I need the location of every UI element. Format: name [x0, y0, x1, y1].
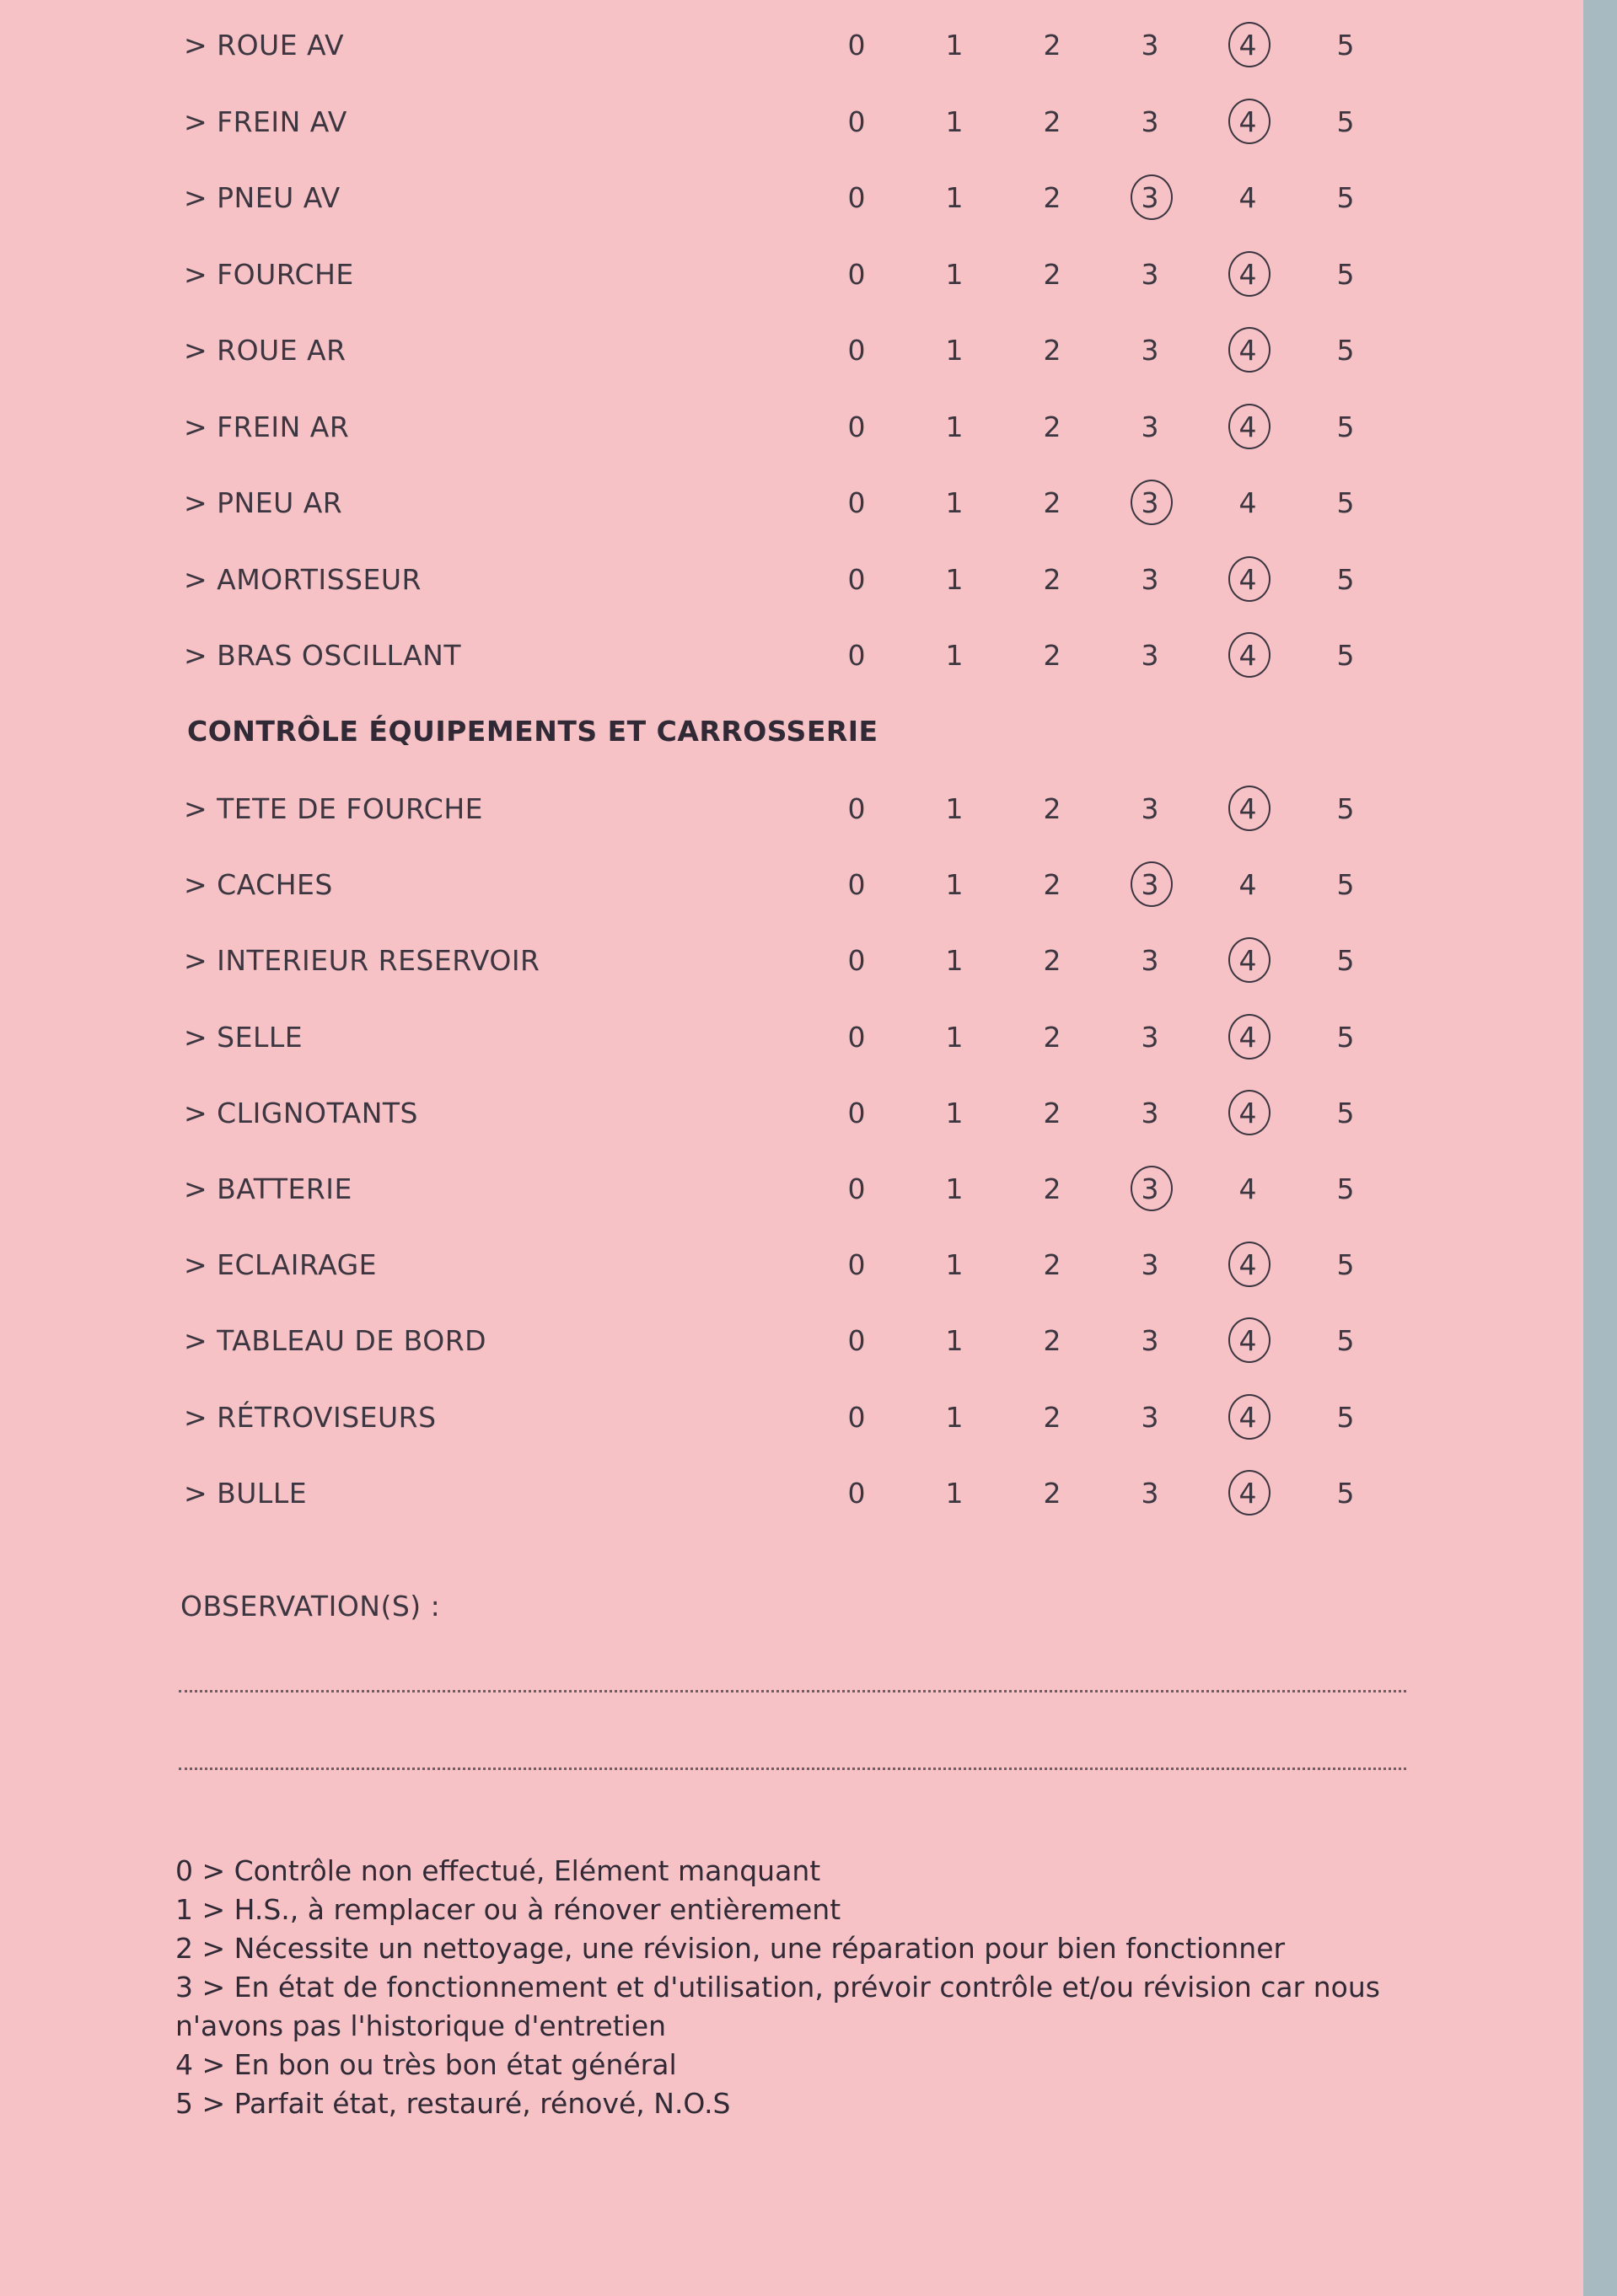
score-option: 3: [1141, 1401, 1159, 1434]
score-option: 5: [1336, 410, 1355, 443]
rating-legend: [175, 1852, 1440, 2123]
score-option: 3: [1141, 334, 1159, 367]
legend-line: 4 > En bon ou très bon état général: [175, 2048, 677, 2081]
score-option: 5: [1336, 1021, 1355, 1054]
score-option: 1: [945, 258, 964, 291]
score-option: 1: [945, 944, 964, 977]
score-option: 1: [945, 639, 964, 672]
score-selected: 4: [1222, 1248, 1273, 1281]
checklist-row: [0, 95, 1583, 146]
score-selected: 4: [1222, 1477, 1273, 1510]
row-label: > INTERIEUR RESERVOIR: [184, 944, 540, 977]
observation-label: OBSERVATION(S) :: [180, 1590, 441, 1623]
score-option: 4: [1238, 868, 1257, 901]
score-option: 0: [847, 639, 866, 672]
score-option: 0: [847, 410, 866, 443]
score-option: 2: [1043, 486, 1061, 519]
score-option: 2: [1043, 1097, 1061, 1129]
score-option: 0: [847, 1248, 866, 1281]
score-option: 3: [1141, 1477, 1159, 1510]
score-option: 1: [945, 1324, 964, 1357]
score-selected: 4: [1222, 1401, 1273, 1434]
checklist-row: [0, 248, 1583, 298]
score-option: 0: [847, 1477, 866, 1510]
row-label: > PNEU AR: [184, 486, 343, 519]
row-label: > RÉTROVISEURS: [184, 1401, 437, 1434]
score-option: 0: [847, 868, 866, 901]
score-option: 1: [945, 1401, 964, 1434]
score-option: 3: [1141, 1021, 1159, 1054]
score-option: 4: [1238, 486, 1257, 519]
score-option: 2: [1043, 1172, 1061, 1205]
row-label: > BULLE: [184, 1477, 308, 1510]
score-option: 4: [1238, 181, 1257, 214]
score-option: 5: [1336, 792, 1355, 825]
checklist-row: [0, 1162, 1583, 1213]
score-option: 5: [1336, 1401, 1355, 1434]
score-option: 3: [1141, 639, 1159, 672]
score-option: 5: [1336, 1172, 1355, 1205]
score-option: 5: [1336, 563, 1355, 596]
score-option: 3: [1141, 1097, 1159, 1129]
score-option: 5: [1336, 334, 1355, 367]
section-title: CONTRÔLE ÉQUIPEMENTS ET CARROSSERIE: [187, 715, 878, 748]
score-option: 1: [945, 792, 964, 825]
row-label: > AMORTISSEUR: [184, 563, 422, 596]
score-option: 5: [1336, 1477, 1355, 1510]
score-option: 0: [847, 944, 866, 977]
score-option: 1: [945, 1172, 964, 1205]
score-selected: 4: [1222, 29, 1273, 62]
observation-line-2: [179, 1768, 1406, 1770]
score-option: 1: [945, 1248, 964, 1281]
checklist-row: [0, 1314, 1583, 1365]
score-option: 1: [945, 1097, 964, 1129]
legend-line: 0 > Contrôle non effectué, Elément manquant: [175, 1854, 821, 1887]
checklist-row: [0, 934, 1583, 984]
checklist-row: [0, 324, 1583, 374]
score-option: 1: [945, 181, 964, 214]
score-option: 5: [1336, 181, 1355, 214]
checklist-row: [0, 19, 1583, 69]
score-option: 3: [1141, 105, 1159, 138]
checklist-row: [0, 400, 1583, 451]
score-option: 2: [1043, 944, 1061, 977]
row-label: > CACHES: [184, 868, 333, 901]
score-option: 5: [1336, 1248, 1355, 1281]
score-selected: 4: [1222, 944, 1273, 977]
score-option: 5: [1336, 486, 1355, 519]
checklist-row: [0, 1391, 1583, 1441]
score-option: 3: [1141, 1248, 1159, 1281]
score-option: 0: [847, 1097, 866, 1129]
row-label: > TETE DE FOURCHE: [184, 792, 483, 825]
score-option: 3: [1141, 944, 1159, 977]
checklist-row: [0, 1086, 1583, 1137]
score-option: 2: [1043, 258, 1061, 291]
score-option: 1: [945, 105, 964, 138]
score-selected: 4: [1222, 258, 1273, 291]
score-option: 0: [847, 105, 866, 138]
score-option: 5: [1336, 639, 1355, 672]
row-label: > SELLE: [184, 1021, 304, 1054]
score-selected: 3: [1125, 181, 1175, 214]
score-option: 1: [945, 29, 964, 62]
score-option: 5: [1336, 105, 1355, 138]
score-selected: 3: [1125, 486, 1175, 519]
score-option: 2: [1043, 181, 1061, 214]
score-option: 0: [847, 258, 866, 291]
score-option: 0: [847, 486, 866, 519]
row-label: > CLIGNOTANTS: [184, 1097, 418, 1129]
score-option: 0: [847, 181, 866, 214]
score-option: 2: [1043, 563, 1061, 596]
score-option: 5: [1336, 258, 1355, 291]
checklist-row: [0, 1238, 1583, 1289]
score-option: 2: [1043, 868, 1061, 901]
checklist-row: [0, 629, 1583, 679]
checklist-row: [0, 476, 1583, 527]
score-option: 3: [1141, 563, 1159, 596]
score-option: 5: [1336, 1324, 1355, 1357]
score-option: 3: [1141, 1324, 1159, 1357]
score-option: 1: [945, 1477, 964, 1510]
checklist-row: [0, 782, 1583, 833]
checklist-row: [0, 1011, 1583, 1061]
row-label: > ROUE AV: [184, 29, 345, 62]
checklist-row: [0, 858, 1583, 909]
row-label: > TABLEAU DE BORD: [184, 1324, 487, 1357]
score-option: 2: [1043, 792, 1061, 825]
score-option: 3: [1141, 792, 1159, 825]
score-selected: 4: [1222, 792, 1273, 825]
score-option: 0: [847, 563, 866, 596]
score-selected: 4: [1222, 410, 1273, 443]
score-option: 5: [1336, 868, 1355, 901]
score-option: 2: [1043, 1401, 1061, 1434]
score-option: 5: [1336, 29, 1355, 62]
score-option: 2: [1043, 1248, 1061, 1281]
score-option: 2: [1043, 410, 1061, 443]
score-option: 2: [1043, 1021, 1061, 1054]
row-label: > FREIN AV: [184, 105, 347, 138]
score-option: 2: [1043, 1324, 1061, 1357]
score-option: 1: [945, 486, 964, 519]
score-option: 2: [1043, 1477, 1061, 1510]
score-option: 3: [1141, 258, 1159, 291]
score-option: 0: [847, 334, 866, 367]
score-selected: 4: [1222, 1021, 1273, 1054]
score-option: 0: [847, 1172, 866, 1205]
row-label: > PNEU AV: [184, 181, 341, 214]
score-option: 2: [1043, 639, 1061, 672]
score-option: 3: [1141, 29, 1159, 62]
score-option: 2: [1043, 334, 1061, 367]
row-label: > ECLAIRAGE: [184, 1248, 377, 1281]
score-option: 0: [847, 792, 866, 825]
row-label: > BATTERIE: [184, 1172, 352, 1205]
score-selected: 4: [1222, 334, 1273, 367]
row-label: > ROUE AR: [184, 334, 346, 367]
score-option: 5: [1336, 944, 1355, 977]
observation-line-1: [179, 1690, 1406, 1692]
score-option: 2: [1043, 105, 1061, 138]
score-option: 0: [847, 1401, 866, 1434]
score-option: 3: [1141, 410, 1159, 443]
score-option: 1: [945, 1021, 964, 1054]
legend-line: n'avons pas l'historique d'entretien: [175, 2009, 667, 2042]
score-option: 5: [1336, 1097, 1355, 1129]
score-option: 0: [847, 29, 866, 62]
legend-line: 5 > Parfait état, restauré, rénové, N.O.S: [175, 2087, 731, 2120]
score-selected: 4: [1222, 1324, 1273, 1357]
legend-line: 1 > H.S., à remplacer ou à rénover entièrement: [175, 1893, 841, 1926]
score-option: 1: [945, 410, 964, 443]
score-option: 0: [847, 1021, 866, 1054]
checklist-row: [0, 1467, 1583, 1517]
score-option: 1: [945, 563, 964, 596]
checklist-row: [0, 171, 1583, 222]
score-option: 4: [1238, 1172, 1257, 1205]
score-selected: 4: [1222, 563, 1273, 596]
row-label: > FOURCHE: [184, 258, 354, 291]
checklist-row: [0, 553, 1583, 604]
score-option: 0: [847, 1324, 866, 1357]
score-option: 1: [945, 868, 964, 901]
score-option: 2: [1043, 29, 1061, 62]
score-selected: 4: [1222, 105, 1273, 138]
score-option: 1: [945, 334, 964, 367]
background-surface: [1583, 0, 1617, 2296]
score-selected: 3: [1125, 868, 1175, 901]
score-selected: 4: [1222, 639, 1273, 672]
score-selected: 4: [1222, 1097, 1273, 1129]
score-selected: 3: [1125, 1172, 1175, 1205]
row-label: > BRAS OSCILLANT: [184, 639, 462, 672]
legend-line: 3 > En état de fonctionnement et d'utilisation, prévoir contrôle et/ou révision car nous: [175, 1971, 1380, 2004]
legend-line: 2 > Nécessite un nettoyage, une révision, une réparation pour bien fonctionner: [175, 1932, 1286, 1965]
row-label: > FREIN AR: [184, 410, 350, 443]
